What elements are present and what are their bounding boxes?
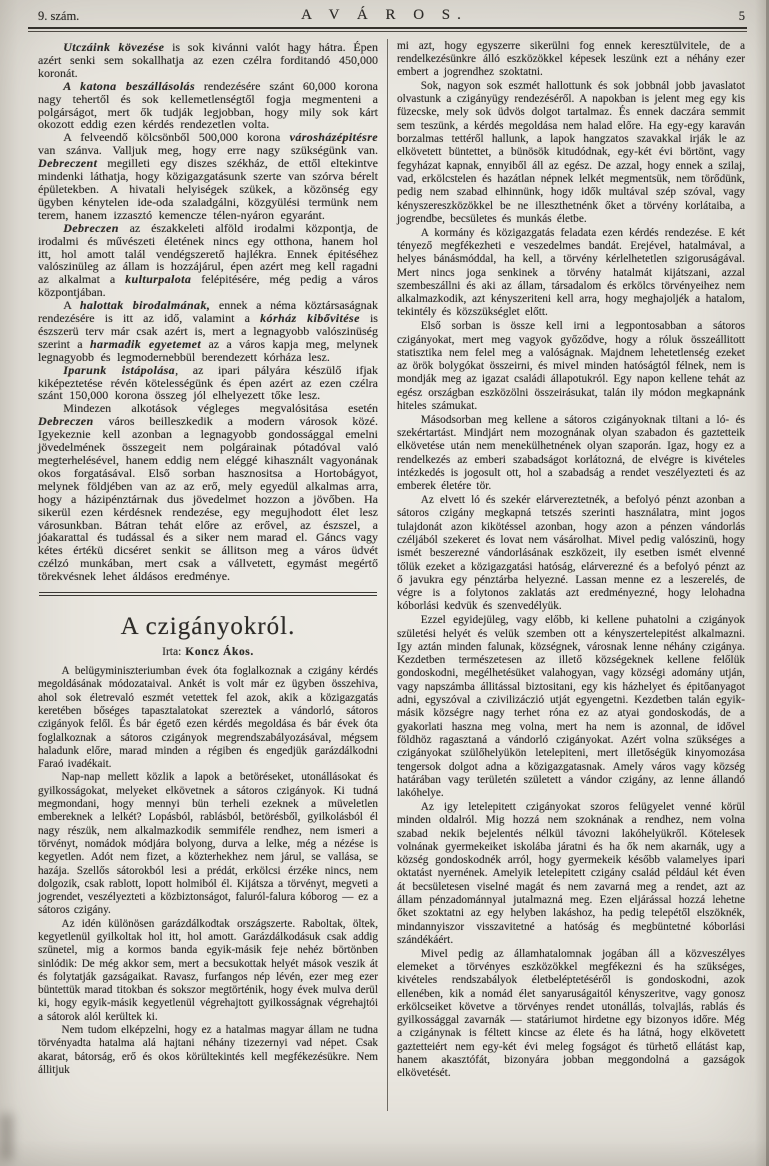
emphasized-text: kulturpalota xyxy=(125,272,192,287)
text-run: is sok kivánni valót hagy hátra. Épen azért senki sem sokallhatja az ezen czélra forditandó 450,000 koronát. xyxy=(38,40,378,80)
paragraph xyxy=(397,413,745,493)
text-run: Mindezen alkotások végleges megvalósitása esetén xyxy=(63,401,378,416)
emphasized-text: Utczáink kövezése xyxy=(63,40,165,54)
text-run: Nap-nap mellett közlik a lapok a betöréseket, utonállásokat és gyilkosságokat, melyeket elkövetnek a sátoros czigányok. Ki tudná megmondani, hogy mennyi bün terheli ezeknek a müveletlen embereknek a lelkét? Lopásból, rablásból, betörésből, gyilkolásból él nagy részük, nem alkalmazkodik semmiféle rendhez, nem ismeri a törvényt, nomádok módjára bolyong, durva a lelke, még a nézése is kegyetlen. Adót nem fizet, a közterhekhez nem járul, se vallása, se hazája. Szellős sátorokból lesi a prédát, erkölcsi érzéke nincs, nem dolgozik, csak rablott, lopott holmiból él. Kijátsza a törvényt, megveti a jogrendet, veszélyezteti a közbiztonságot, faluról-falura kóborog — ez a sátoros czigány. xyxy=(38,771,378,917)
paragraph xyxy=(38,665,378,771)
emphasized-text: halottak birodalmának, xyxy=(79,298,211,313)
emphasized-text: Iparunk istápolása xyxy=(63,362,176,377)
text-run: Az idén különösen garázdálkodtak országszerte. Raboltak, öltek, kegyetlenül gyilkoltak hol itt, hol amott. Garázdálkodásuk csak addig szünetel, mig a kormos banda egyik-másik feje nehéz börtönben sinlódik: De még akkor sem, mert a becsukottak helyét mások veszik át és folytatják gazságaikat. Ravasz, furfangos nép lévén, ezer meg ezer büntettük marad titokban és sokszor megtörténik, hogy évek mulva derül ki, hogy egyik-másik kegyetlenül végrehajtott gyilkosságnak végrehajtói a sátorok alól kerültek ki. xyxy=(38,917,378,1023)
text-run: A xyxy=(63,298,80,313)
paragraph xyxy=(38,402,378,583)
text-run: van szánva. Valljuk meg, hogy erre nagy szükségünk van. xyxy=(38,143,378,158)
paragraph xyxy=(397,800,745,947)
header-double-rule xyxy=(28,27,747,32)
text-run: Mivel pedig az államhatalomnak jogában áll a közveszélyes elemeket a törvényes eszközökkel megfékezni és ha szükséges, kivételes rendszabályok életbeléptetéséről is gondoskodni, azok ellenében, kik a nomád élet sanyaruságaitól kényszeritve, vagy gonosz erkölcseiket követve a törvényes rendet utonállás, tolvajlás, rablás és gyilkossággal zavarnák — statáriumot hirdetne egy bizonyos időre. Még a czigánynak is féltett kincse az élete és ha látná, hogy elkövetett gaztetteiért nem egy-két évi meleg fogságot és türhető ellátást kap, hanem akasztófát, bizonyára jobban meggondolná a gazságok elkövetését. xyxy=(397,947,745,1080)
paragraph xyxy=(397,947,745,1080)
page-header xyxy=(0,0,769,24)
text-run: A belügyminiszteriumban évek óta foglalkoznak a czigány kérdés megoldásának módozataival. Ankét is volt már ez ügyben összehiva, ahol sok életrevaló eszmét vetettek fel azok, akik a közigazgatás keretében bőséges tapasztalatokat szereztek a vándorló, sátoros czigányok felől. És bár égető ezen kérdés megoldása és bár évek óta foglalkoznak a sátoros czigányok megrendszabályozásával, mégsem haladunk előre, marad minden a régiben és engedjük garázdálkodni Faraó ivadékait. xyxy=(38,665,378,771)
left-column xyxy=(38,39,378,1129)
paragraph xyxy=(397,226,745,320)
article-byline xyxy=(38,646,378,658)
emphasized-text: harmadik egyetemet xyxy=(89,336,202,351)
paragraph xyxy=(38,222,378,299)
text-run: az északkeleti alföld irodalmi központja, de irodalmi és művészeti életének nincs egy otthona, hanem hol itt, hol amott talál vendégszerető hajlékra. Ennek épitéséhez valószinüleg az állam is hozzájárul, épen azért meg kell ragadni az alkalmat a xyxy=(38,220,378,287)
text-run: az a város kapja meg, melynek legnagyobb és legmodernebbül berendezett kórháza lesz. xyxy=(38,336,379,364)
paragraph xyxy=(38,364,378,403)
page-number: 5 xyxy=(738,9,745,23)
text-run: rendezésére szánt 60,000 korona nagy tehertől és sok kellemetlenségtől fogja megmenteni a polgárságot, mert ők tudják legjobban, hogy mily sok kárt okozott eddig ezen kérdés rendezetlen volta. xyxy=(38,78,378,132)
emphasized-text: Debreczen xyxy=(63,220,119,235)
emphasized-text: kórház kibővitése xyxy=(260,311,360,326)
article-city-improvements xyxy=(38,39,378,583)
paragraph xyxy=(38,41,378,80)
article-separator-rule xyxy=(39,592,377,596)
text-run: mi azt, hogy egyszerre sikerülni fog ennek keresztülvitele, de a rendelkezésünkre álló eszközökkel képesek leszünk ezt a néhány ezer embert a jogrendhez szoktatni. xyxy=(397,39,745,79)
paragraph xyxy=(38,771,378,917)
emphasized-text: Debreczen xyxy=(38,414,94,429)
text-run: , az ipari pályára készülő ifjak kiképeztetése révén kötelességünk és épen azért az ezen czélra szánt 150,000 korona összeg jól elhelyezett tőke lesz. xyxy=(38,362,378,403)
paragraph xyxy=(397,320,745,414)
text-run: Az igy letelepitett czigányokat szoros felügyelet venné körül minden oldalról. Mig hozzá nem szoknának a rendhez, nem volna szabad nekik bejelentés nélkül távozni lakóhelyükről. Kötelesek volnának gyermekeiket iskolába járatni és ha ők nem akarnák, ugy a község gondoskodnék arról, hogy gyermekeik később valamelyes ipari oktatást nyernének. Amelyik letelepitett czigány család például két éven át becsületesen viselné magát és nem zavarná meg a rendet, azt az állam pénzadománnyal jutalmazná meg. Ezen eljárással hozzá lehetne őket szoktatni az egy helyben lakáshoz, ha pedig telepétől elszöknék, mindannyiszor visszavitetné a hatóság és megbüntetné kóborlási szándékáért. xyxy=(397,800,745,946)
paragraph xyxy=(38,299,378,364)
text-run: város beilleszkedik a modern városok közé. Igyekeznie kell azonban a legnagyobb gondossággal emelni jövedelmének összegeit nem polgárainak pótadóval való megterhelésével, hanem eddig nem eléggé kihasznált vagyonának okos forgatásával. Első sorban hasznositsa a Hortobágyot, melynek földjében van az az erő, mely egyedül alkalmas arra, hogy a házipénztárnak dus jövedelmet hozzon a jövőben. Ha sikerül ezen kérdésnek rendezése, egy megujhodott élet lesz városunkban. Bátran tehát előre az erővel, az észszel, a jóakarattal és tudással és a siker nem marad el. Gáncs vagy kétes értékü dicséret senkit se állitson meg a város üdvét czélzó munkában, mert csak a vállvetett, egymást megértő törekvésnek lehet áldásos eredménye. xyxy=(38,414,378,584)
article-cziganyokrol xyxy=(38,613,378,1077)
right-column xyxy=(397,39,745,1129)
paragraph xyxy=(397,79,745,226)
text-run: Sok, nagyon sok eszmét hallottunk és sok jobbnál jobb javaslatot olvastunk a czigányügy rendezéséről. A napokban is jelent meg egy kis füzecske, mely sok üdvös dolgot tartalmaz. És ennek daczára semmit sem teszünk, a kérdés megoldása nem halad előre. Ha egy-egy karaván borzalmas tettéről hallunk, a lapok hangzatos szavakkal irják le az elkövetett büntettet, a bünösök kitudódnak, egy-két évi börtönt, vagy fegyházat kapnak, ennyiből áll az egész. De azzal, hogy ennek a szilaj, vad, erkölcstelen és hazátlan népnek lelkét megmentsük, nem törődünk, pedig nem szabad elhinnünk, hogy idők multával szép szóval, vagy kényszereszközökkel be ne illeszthetnénk őket a törvény korlátaiba, a jogrendbe, becsületes és munkás életbe. xyxy=(397,79,745,225)
text-run: A felveendő kölcsönből 500,000 korona xyxy=(63,130,290,145)
byline-prefix: Irta: xyxy=(162,646,182,659)
paragraph xyxy=(38,80,378,132)
byline-author: Koncz Ákos. xyxy=(185,646,254,659)
text-run: megilleti egy diszes székház, de ettől eltekintve mindenki láthatja, hogy közigazgatásunk szerte van szórva bérelt épületekben. A hivatali helyiségek szükek, a közönség egy ügyben kénytelen ide-oda szaladgálni, közgyülési termünk nem terem, hanem izzasztó kemencze télen-nyáron egyaránt. xyxy=(38,156,378,222)
emphasized-text: A katona beszállásolás xyxy=(63,78,196,93)
text-run: felépitésére, még pedig a város központjában. xyxy=(38,272,379,300)
paragraph xyxy=(38,1024,378,1077)
issue-number: 9. szám. xyxy=(38,9,80,23)
paragraph xyxy=(397,39,745,79)
text-run: is észszerü terv már csak azért is, mert a legnagyobb valószinüség szerint a xyxy=(38,311,378,351)
article-body xyxy=(38,665,378,1077)
text-run: ennek a néma köztársaságnak rendezésére is itt az idő, valamint a xyxy=(38,298,379,326)
text-run: Az elvett ló és szekér elárvereztetnék, a befolyó pénzt azonban a sátoros czigány megkapná tetszés szerinti használatra, mint jogos tulajdonát azon kikötéssel azonban, hogy azon a pénzen vándorlás czéljából szekeret és lovat nem vásárolhat. Mivel pedig valószinü, hogy ismét beszerezné vándorlásának eszközeit, ily esetben ismét elvenné tőlük ezeket a közigazgatási hatóság, elárverezné és a befolyó pénzt az ő javukra egy pénztárba helyezné. Lassan menne ez a leszerelés, de végre is a folytonos zaklatás azt eredményezné, hogy lelohadna kóborlási kedvük és szenvedélyük. xyxy=(397,494,745,613)
article-title: A czigányokról. xyxy=(120,613,296,641)
paper-edge-smudge xyxy=(0,1114,13,1160)
emphasized-text: Debreczent xyxy=(38,156,98,171)
content-columns xyxy=(38,39,745,1129)
paragraph xyxy=(397,614,745,801)
text-run: Ezzel egyidejüleg, vagy előbb, ki kellene puhatolni a czigányok születési helyét és velük szemben ott a kényszertelepitést alkalmazni. Igy aztán minden falunak, községnek, városnak lenne néhány czigánya. Kezdetben természetesen az illető községeknek kellene felőlük gondoskodni, megélhetésüket valahogyan, vagy községi adomány utján, vagy napszámba állitással biztositani, egy kis házhelyet és épitőanyagot adni, egyszóval a czivilizáczió utját egyengetni. Kezdetben talán egyik-másik községre nagy terhet róna ez az atyai gondoskodás, de a gyakorlati haszna meg volna, mert ha nem is azonnal, de idővel földhöz ragasztaná a vándorló czigányokat. Azért volna szükséges a czigányokat szülőhelyükön letelepiteni, mert illetőségük kinyomozása tengersok dolgot adna a közigazgatasnak. Amely város vagy község határában vagy területén született a vándor czigány, az lenne állandó lakóhelye. xyxy=(397,614,745,800)
text-run: Nem tudom elképzelni, hogy ez a hatalmas magyar állam ne tudna törvényadta hatalma alá hajtani néhány tizezernyi vad népet. Csak akarat, bátorság, erő és okos körültekintés kell megfékezésükre. Nem állitjuk xyxy=(38,1024,378,1076)
paragraph xyxy=(38,131,378,221)
masthead-title: A V Á R O S. xyxy=(301,7,468,23)
text-run: Első sorban is össze kell irni a legpontosabban a sátoros czigányokat, mert meg vagyok győződve, hogy a róluk összeállitott statisztika nem felel meg a valóságnak. Majdnem lehetetlenség ezeket az örök bolygókat összeirni, és mivel minden hatóságtól félnek, nem is mondják meg az igazat családi állapotukról. Egy napon kellene tehát az egész országban eszközölni összeirásukat, talán ily módon megkapnánk hiteles számukat. xyxy=(397,320,745,413)
text-run: A kormány és közigazgatás feladata ezen kérdés rendezése. E két tényező megfékezheti e veszedelmes bandát. Erejével, hatalmával, a helyes bánásmóddal, ha kell, a törvény kérlelhetetlen szigoruságával. Mert nincs joga senkinek a törvény hatalmát kijátszani, azzal szembeszállni és aki az állam, társadalom és erkölcs törvényeihez nem alkalmazkodik, azt kényszeriteni kell arra, hogy meghajoljék a hatalom, tekintély és közszükséglet előtt. xyxy=(397,226,745,319)
text-run: Másodsorban meg kellene a sátoros czigányoknak tiltani a ló- és szekértartást. Mindjárt nem mozognának olyan szabadon és gaztetteik elkövetése után nem menekülhetnének olyan szaporán. Igaz, hogy ez a rendelkezés az emberi szabadságot korlátozná, de elvégre is kivételes intézkedés is jogosult ott, hol a szabadság a rendet veszélyezteti és az emberek életére tör. xyxy=(397,413,745,493)
emphasized-text: városházépitésre xyxy=(289,130,378,145)
paragraph xyxy=(38,918,378,1024)
paragraph xyxy=(397,494,745,614)
column-divider-rule xyxy=(387,39,388,1111)
